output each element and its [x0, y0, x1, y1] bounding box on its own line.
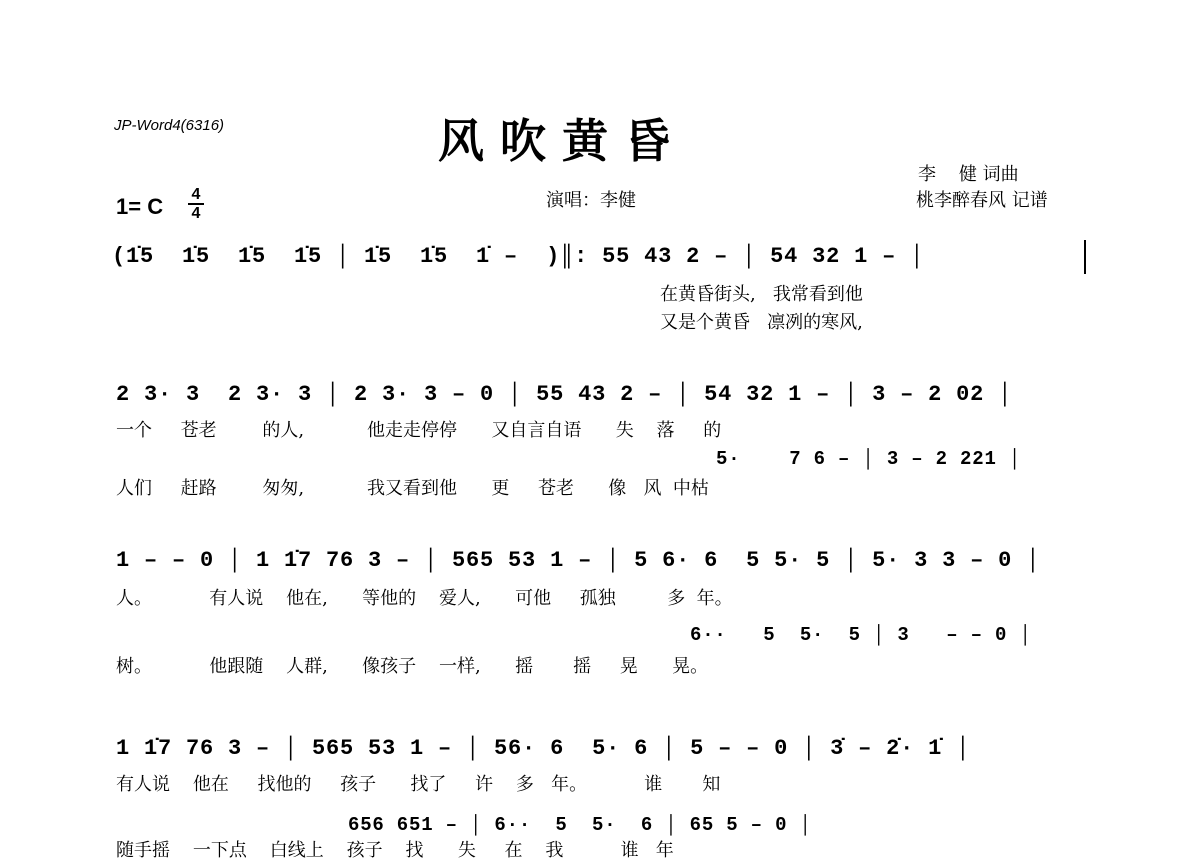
- time-signature: [186, 187, 206, 221]
- system3-lyric-verse2: 树。 他跟随 人群, 像孩子 一样, 摇 摇 晃 晃。: [116, 656, 709, 677]
- singer-credit: 演唱：李健: [546, 190, 636, 211]
- system4-lyric-verse2: 随手摇 一下点 白线上 孩子 找 失 在 我 谁 年: [116, 840, 674, 861]
- system4-alternate-notes: 656 651 – │ 6·· 5 5· 6 │ 65 5 – 0 │: [348, 814, 812, 836]
- system1-lyric-verse2: 又是个黄昏 凛冽的寒风,: [660, 312, 863, 333]
- system2-notes: 2 3· 3 2 3· 3 │ 2 3· 3 – 0 │ 55 43 2 – │ 54 32 1 – │ 3 – 2 02 │: [116, 382, 1013, 407]
- barline: [1084, 240, 1086, 274]
- song-title: 风 吹 黄 昏: [438, 114, 671, 168]
- key-signature: 1= C: [116, 194, 164, 219]
- system4-lyric-verse1: 有人说 他在 找他的 孩子 找了 许 多 年。 谁 知: [116, 774, 721, 795]
- system3-notes: 1 – – 0 │ 1 1̇7 76 3 – │ 565 53 1 – │ 5 6· 6 5 5· 5 │ 5· 3 3 – 0 │: [116, 548, 1041, 573]
- system2-lyric-verse2: 人们 赶路 匆匆, 我又看到他 更 苍老 像 风 中枯: [116, 478, 709, 499]
- system2-lyric-verse1: 一个 苍老 的人, 他走走停停 又自言自语 失 落 的: [116, 420, 722, 441]
- system3-alternate-notes: 6·· 5 5· 5 │ 3 – – 0 │: [690, 624, 1032, 646]
- system1-lyric-verse1: 在黄昏街头, 我常看到他: [660, 284, 863, 305]
- transcriber-credit: 桃李醉春风 记谱: [916, 190, 1048, 211]
- time-signature-top: 4: [191, 186, 201, 203]
- system1-notes: (1̇5 1̇5 1̇5 1̇5 │ 1̇5 1̇5 1̇ – )║: 55 43 2 – │ 54 32 1 – │: [112, 244, 925, 269]
- version-label: JP-Word4(6316): [114, 117, 225, 134]
- system2-alternate-notes: 5· 7 6 – │ 3 – 2 221 │: [716, 448, 1022, 470]
- system4-notes: 1 1̇7 76 3 – │ 565 53 1 – │ 56· 6 5· 6 │ 5 – – 0 │ 3̇ – 2̇· 1̇ │: [116, 736, 971, 761]
- system3-lyric-verse1: 人。 有人说 他在, 等他的 爱人, 可他 孤独 多 年。: [116, 588, 733, 609]
- lyrics-composer-credit: 李 健 词曲: [918, 164, 1019, 185]
- time-signature-bottom: 4: [191, 205, 201, 222]
